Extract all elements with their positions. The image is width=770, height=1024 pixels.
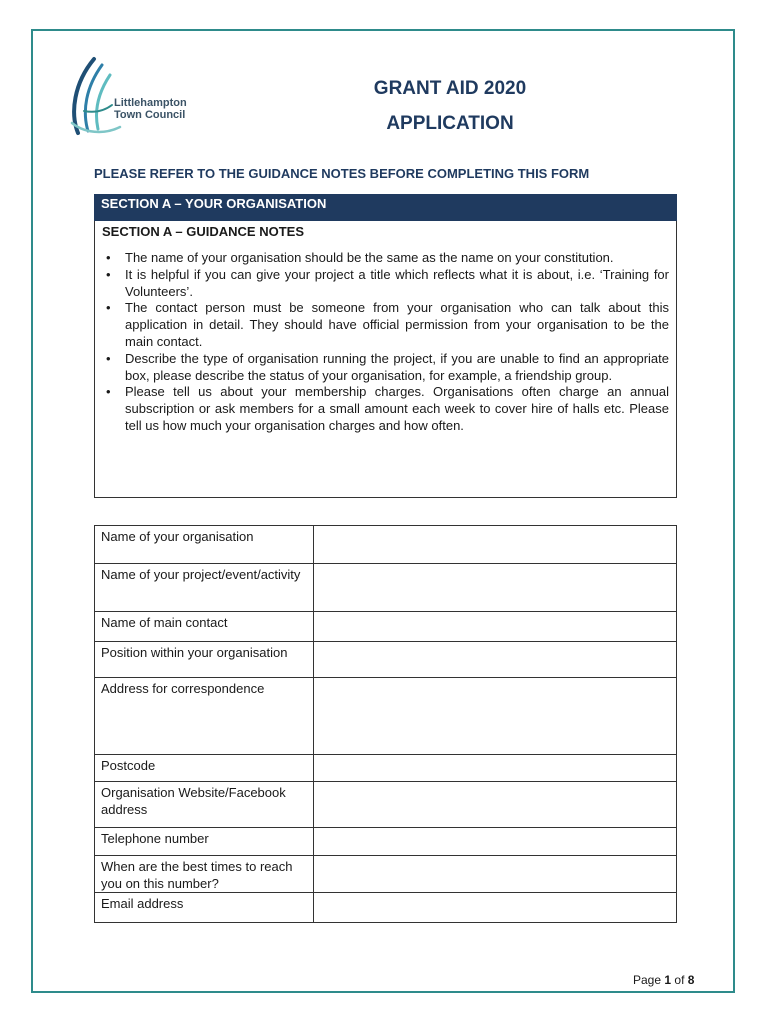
main-contact-field[interactable] — [314, 612, 677, 642]
logo-line-1: Littlehampton — [114, 97, 187, 109]
telephone-field[interactable] — [314, 828, 677, 856]
council-logo — [64, 53, 194, 137]
logo-line-2: Town Council — [114, 109, 186, 121]
field-label: Name of your organisation — [95, 526, 314, 564]
field-label: Postcode — [95, 755, 314, 782]
guidance-reference-note: PLEASE REFER TO THE GUIDANCE NOTES BEFORE COMPLETING THIS FORM — [94, 166, 590, 181]
field-label: Address for correspondence — [95, 678, 314, 755]
field-label: Name of main contact — [95, 612, 314, 642]
position-field[interactable] — [314, 642, 677, 678]
guidance-title: SECTION A – GUIDANCE NOTES — [102, 224, 305, 239]
page-subtitle: APPLICATION — [386, 113, 514, 134]
field-label: Position within your organisation — [95, 642, 314, 678]
website-field[interactable] — [314, 782, 677, 828]
organisation-form — [94, 525, 677, 923]
field-label: Name of your project/event/activity — [95, 564, 314, 612]
form-row — [95, 782, 677, 828]
form-row — [95, 893, 677, 923]
guidance-list — [102, 250, 669, 435]
section-a-header: SECTION A – YOUR ORGANISATION — [94, 194, 677, 221]
email-field[interactable] — [314, 893, 677, 923]
field-label: When are the best times to reach you on this number? — [95, 856, 314, 893]
logo-wordmark — [114, 97, 187, 121]
form-row — [95, 856, 677, 893]
guidance-item: • The contact person must be someone from your organisation who can talk about this application in detail. They should have official permission from your organisation to be the main contact. — [106, 300, 669, 349]
form-row — [95, 755, 677, 782]
field-label: Organisation Website/Facebook address — [95, 782, 314, 828]
guidance-notes-box — [94, 221, 677, 498]
guidance-item: • Describe the type of organisation running the project, if you are unable to find an appropriate box, please describe the status of your organisation, for example, a friendship group. — [106, 350, 669, 383]
page-title: GRANT AID 2020 — [373, 78, 527, 99]
form-row — [95, 564, 677, 612]
organisation-name-field[interactable] — [314, 526, 677, 564]
guidance-item: • Please tell us about your membership charges. Organisations often charge an annual subscription or ask members for a small amount each week to cover hire of halls etc. Please tell us how much your organisation charges and how often. — [106, 384, 669, 433]
form-row — [95, 526, 677, 564]
page-number: Page 1 of 8 — [633, 973, 695, 987]
postcode-field[interactable] — [314, 755, 677, 782]
guidance-item: • It is helpful if you can give your project a title which reflects what it is about, i.e. ‘Training for Volunteers’. — [106, 266, 669, 299]
address-field[interactable] — [314, 678, 677, 755]
field-label: Telephone number — [95, 828, 314, 856]
form-row — [95, 828, 677, 856]
project-name-field[interactable] — [314, 564, 677, 612]
guidance-item: • The name of your organisation should be the same as the name on your constitution. — [106, 250, 614, 265]
form-row — [95, 642, 677, 678]
form-row — [95, 612, 677, 642]
best-times-field[interactable] — [314, 856, 677, 893]
form-row — [95, 678, 677, 755]
field-label: Email address — [95, 893, 314, 923]
